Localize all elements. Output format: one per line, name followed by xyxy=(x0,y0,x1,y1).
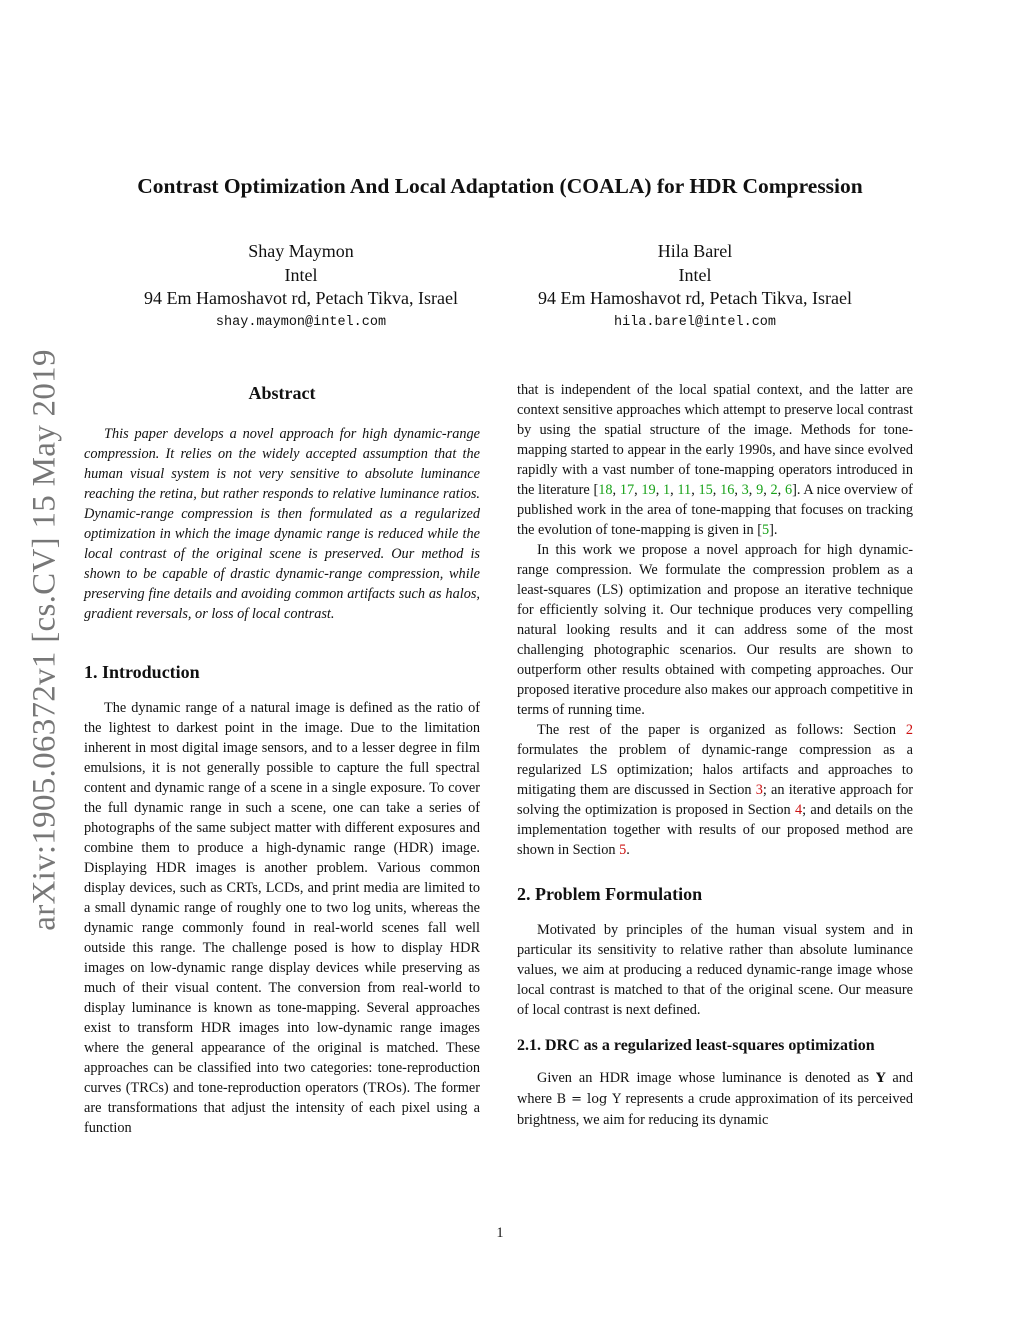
author-address: 94 Em Hamoshavot rd, Petach Tikva, Israel xyxy=(538,288,852,308)
left-column xyxy=(84,380,480,1138)
intro-paragraph-3: The rest of the paper is organized as follows: Section 2 formulates the problem of dynamic-range compression as a regularized LS optimization; halos artifacts and approaches to mitigating them are discussed in Section 3; an iterative approach for solving the optimization is proposed in Section 4; and details on the implementation together with results of our proposed method are shown in Section 5. xyxy=(517,722,914,858)
citation-link[interactable]: 2 xyxy=(770,482,778,498)
author-address: 94 Em Hamoshavot rd, Petach Tikva, Israel xyxy=(144,288,458,308)
author-block-1 xyxy=(101,240,501,334)
citation-link[interactable]: 1 xyxy=(662,482,671,498)
citation-link[interactable]: 15 xyxy=(698,482,713,498)
citation-link[interactable]: 11 xyxy=(677,482,692,498)
intro-paragraph-2: In this work we propose a novel approach for high dynamic-range compression. We formulate the compression problem as a least-squares (LS) optimization and propose an iterative technique for efficiently solving it. Our technique produces very compelling natural looking results and it can address some of the most challenging photographic scenarios. Our results are shown to outperform other results obtained with competing approaches. Our proposed iterative procedure also makes our approach competitive in terms of running time. xyxy=(517,542,913,718)
section-ref-link[interactable]: 3 xyxy=(755,782,763,798)
author-name: Hila Barel xyxy=(657,241,733,261)
citation-link[interactable]: 9 xyxy=(756,482,764,498)
citation-link[interactable]: 6 xyxy=(784,482,793,498)
subsection-paragraph: Given an HDR image whose luminance is denoted as Y and where B = log Y represents a crude approximation of its perceived brightness, we aim for reducing its dynamic xyxy=(517,1070,914,1128)
paper-title: Contrast Optimization And Local Adaptation (COALA) for HDR Compression xyxy=(137,174,863,198)
citation-link[interactable]: 3 xyxy=(741,482,749,498)
author-name: Shay Maymon xyxy=(248,241,354,261)
section-ref-link[interactable]: 2 xyxy=(905,722,913,738)
author-block-2 xyxy=(495,240,895,334)
page-number: 1 xyxy=(496,1225,504,1241)
author-email[interactable]: hila.barel@intel.com xyxy=(613,314,777,330)
citation-link[interactable]: 18 xyxy=(598,482,613,498)
abstract-body: This paper develops a novel approach for high dynamic-range compression. It relies on the widely accepted assumption that the human visual system is not very sensitive to absolute luminance reaching the retina, but rather responds to relative luminance ratios. Dynamic-range compression is then formulated as a regularized optimization in which the image dynamic range is reduced while the local contrast of the original scene is preserved. Our method is shown to be capable of drastic dynamic-range compression, while preserving fine details and avoiding common artifacts such as halos, gradient reversals, or loss of local contrast. xyxy=(84,426,480,622)
problem-paragraph-1: Motivated by principles of the human visual system and in particular its sensitivity to relative rather than absolute luminance values, we aim at producing a reduced dynamic-range image whose local contrast is matched to that of the original scene. Our measure of local contrast is next defined. xyxy=(517,922,913,1018)
citation-list: 18, 17, 19, 1, 11, 15, 16, 3, 9, 2, 6 xyxy=(598,482,793,498)
right-column xyxy=(517,380,913,1130)
citation-link[interactable]: 5 xyxy=(762,522,770,538)
intro-paragraph-1: The dynamic range of a natural image is defined as the ratio of the lightest to darkest point in the image. Due to the limitation inherent in most digital image sensors, and to a lesser degree in film emulsions, it is not generally possible to capture the full spectral content and dynamic range of a scene in a single exposure. To cover the full dynamic range in such a scene, one can take a series of photographs of the same subject matter with different exposures and combine them to produce a high-dynamic range (HDR) image. Displaying HDR images is another problem. Various common display devices, such as CRTs, LCDs, and print media are limited to a small dynamic range of roughly one to two log units, whereas the dynamic range commonly found in real-world scenes fall well outside this range. The challenge posed is how to display HDR images on low-dynamic range display devices while preserving as much of their visual content. The conversion from real-world to display luminance is known as tone-mapping. Several approaches exist to transform HDR images into low-dynamic range images where the general appearance of the original is matched. These approaches can be classified into two categories: tone-reproduction curves (TRCs) and tone-reproduction operators (TROs). The former are transformations that adjust the intensity of each pixel using a function xyxy=(84,700,480,1136)
intro-paragraph-1-continued: that is independent of the local spatial context, and the latter are context sensitive approaches which attempt to preserve local contrast by using the spatial structure of the image. Methods for tone-mapping started to appear in the early 1990s, and have since evolved rapidly with a vast number of tone-mapping operators introduced in the literature [18, 17, 19, 1, 11, 15, 16, 3, 9, 2, 6]. A nice overview of published work in the area of tone-mapping that focuses on tracking the evolution of tone-mapping is given in [5]. xyxy=(517,382,913,538)
author-org: Intel xyxy=(284,264,318,285)
citation-link[interactable]: 19 xyxy=(641,482,656,498)
author-org: Intel xyxy=(678,264,712,285)
citation-link[interactable]: 17 xyxy=(619,482,635,498)
section-ref-link[interactable]: 4 xyxy=(794,802,803,818)
subsection-heading: 2.1. DRC as a regularized least-squares optimization xyxy=(517,1037,875,1054)
abstract-heading: Abstract xyxy=(248,383,316,403)
section-heading-problem-formulation: 2. Problem Formulation xyxy=(517,884,703,904)
arxiv-id-text: arXiv:1905.06372v1 [cs.CV] 15 May 2019 xyxy=(26,349,63,931)
section-ref-link[interactable]: 5 xyxy=(619,842,627,858)
citation-link[interactable]: 16 xyxy=(720,482,735,498)
author-email[interactable]: shay.maymon@intel.com xyxy=(215,314,387,330)
section-heading-introduction: 1. Introduction xyxy=(84,662,200,682)
